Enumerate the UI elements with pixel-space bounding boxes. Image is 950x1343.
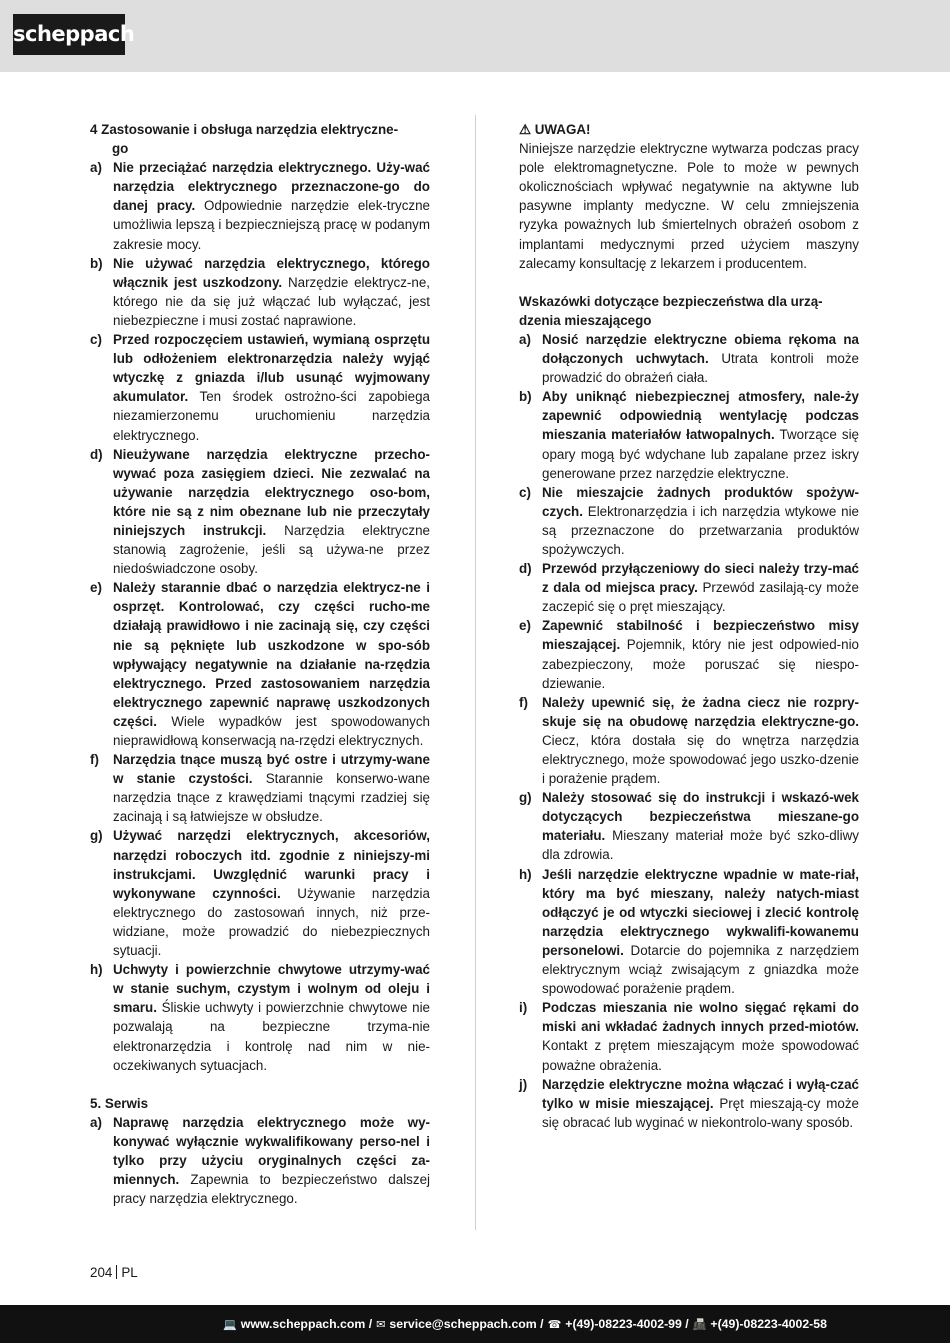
list-item xyxy=(90,158,430,253)
list-item-label: a) xyxy=(90,1114,102,1130)
list-item-label: a) xyxy=(519,331,531,347)
list-item xyxy=(519,998,859,1074)
list-item-plain-text: Dotarcie do pojemnika z narzędziem elektrycznym wciąż zwisającym z gniazdka może spowodować porażenie prądem. xyxy=(542,942,859,997)
list-item-bold-text: Używać narzędzi elektrycznych, akcesoriów, narzędzi roboczych itd. zgodnie z niniejszy-mi instrukcjami. Uwzględnić warunki pracy i wykonywane czynności. xyxy=(113,828,430,901)
list-item xyxy=(519,559,859,616)
list-item-text xyxy=(542,998,859,1074)
list-item-bold-text: Przewód przyłączeniowy do sieci należy trzy-mać z dala od miejsca pracy. xyxy=(542,561,859,596)
list-item-bold-text: Należy stosować się do instrukcji i wskazó-wek dotyczących bezpieczeństwa mieszane-go materiału. xyxy=(542,790,859,844)
list-item-bold-text: Aby uniknąć niebezpiecznej atmosfery, nale-ży zapewnić odpowiednią wentylację podczas mieszania materiałów łatwopalnych. xyxy=(542,389,859,443)
right-column xyxy=(519,120,859,1132)
list-item xyxy=(519,693,859,788)
list-item-plain-text: Ten środek ostrożno-ści zapobiega niezamierzonemu uruchomieniu narzędzia elektrycznego. xyxy=(113,389,430,443)
list-item-label: f) xyxy=(90,752,99,768)
section-4-title-cont: go xyxy=(112,141,129,157)
list-item xyxy=(90,750,430,826)
section-5-title: 5. Serwis xyxy=(90,1095,149,1111)
list-item xyxy=(90,578,430,750)
list-item-bold-text: Nie mieszajcie żadnych produktów spożyw-czych. xyxy=(542,484,859,519)
list-item-plain-text: Używanie narzędzia elektrycznego do zastosowań innych, niż prze-widziane, może prowadzić do niebezpiecznych sytuacji. xyxy=(113,885,430,959)
list-item-plain-text: Zapewnia to bezpieczeństwo dalszej pracy narzędzia elektrycznego. xyxy=(113,1172,430,1207)
page-number xyxy=(90,1265,138,1280)
list-item-plain-text: Wiele wypadków jest spowodowanych nieprawidłową konserwacją na-rzędzi elektrycznych. xyxy=(113,713,430,748)
list-item-text xyxy=(542,387,859,482)
list-item-bold-text: Uchwyty i powierzchnie chwytowe utrzymy-wać w stanie suchym, czystym i wolnym od oleju i smaru. xyxy=(113,962,430,1016)
list-item xyxy=(519,483,859,559)
list-item-text xyxy=(113,826,430,960)
list-item-plain-text: Śliskie uchwyty i powierzchnie chwytowe nie pozwalają na bezpieczne trzyma-nie elektronarzędzia i kontrolę nad nim w nie-oczekiwanych sytuacjach. xyxy=(113,1000,430,1073)
list-item-text xyxy=(542,330,859,387)
list-item xyxy=(90,445,430,579)
list-item-label: i) xyxy=(519,1000,528,1016)
list-item-plain-text: Przewód zasilają-cy może zaczepić się o pręt mieszający. xyxy=(542,580,859,615)
list-item-text xyxy=(113,578,430,750)
list-item-text xyxy=(542,483,859,559)
section-4-list xyxy=(90,158,430,1075)
column-divider xyxy=(475,115,476,1230)
list-item-plain-text: Kontakt z prętem mieszającym może spowodować poważne obrażenia. xyxy=(542,1038,859,1073)
list-item-plain-text: Narzędzia elektryczne stanowią zagrożenie, jeśli są używa-ne przez niedoświadczone osoby. xyxy=(113,522,430,577)
list-item-label: j) xyxy=(519,1076,528,1092)
list-item xyxy=(90,960,430,1075)
list-item-plain-text: Odpowiednie narzędzie elek-tryczne umożliwia lepszą i bezpieczniejszą pracę w podanym zakresie mocy. xyxy=(113,198,431,252)
list-item-bold-text: Jeśli narzędzie elektryczne wpadnie w mate-riał, który ma być mieszany, należy natych-miast odłączyć je od wtyczki sieciowej i zlecić kontrolę narzędzia elektrycznego wykwalifi-kowanemu personelowi. xyxy=(542,866,859,958)
page-number-value: 204 xyxy=(90,1265,113,1280)
computer-icon: 💻 xyxy=(223,1317,237,1331)
list-item-plain-text: Mieszany materiał może być szko-dliwy dla zdrowia. xyxy=(542,828,859,863)
list-item-plain-text: Starannie konserwo-wane narzędzia tnące z krawędziami tnącymi rzadziej się zacinają i są łatwiejsze w obsłudze. xyxy=(113,771,430,825)
list-item-label: e) xyxy=(519,618,531,634)
list-item xyxy=(519,788,859,864)
list-item-text xyxy=(542,865,859,999)
list-item-plain-text: Narzędzie elektrycz-ne, którego nie da się już włączać lub wyłączać, jest niebezpieczne i musi zostać naprawione. xyxy=(113,274,430,328)
list-item-text xyxy=(113,445,430,579)
list-item-bold-text: Należy starannie dbać o narzędzia elektrycz-ne i osprzęt. Kontrolować, czy części rucho-me działają prawidłowo i nie zacinają się, czy części nie są pęknięte lub uszkodzone w spo-sób wpływający negatywnie na działanie na-rzędzia elektrycznego. Przed zastosowaniem narzędzia elektrycznego zapewnić naprawę uszkodzonych części. xyxy=(113,580,430,729)
list-item-label: c) xyxy=(90,332,102,348)
list-item-plain-text: Pojemnik, który nie jest odpowied-nio zabezpieczony, może poruszać się niespo-dziewanie. xyxy=(542,637,859,691)
list-item xyxy=(519,616,859,692)
list-item-bold-text: Zapewnić stabilność i bezpieczeństwo misy mieszającej. xyxy=(542,618,859,653)
list-item-text xyxy=(113,960,430,1075)
list-item-label: f) xyxy=(519,694,528,710)
page-language: PL xyxy=(121,1265,138,1280)
list-item-label: b) xyxy=(90,255,103,271)
list-item-bold-text: Nieużywane narzędzia elektryczne przecho-wywać poza zasięgiem dzieci. Nie zezwalać na używanie narzędzia elektrycznego oso-bom, które nie są z nim obeznane lub nie przeczytały niniejszych instrukcji. xyxy=(113,446,430,538)
phone-icon: ☎ xyxy=(547,1317,562,1331)
list-item-text xyxy=(113,750,430,826)
mixer-safety-list xyxy=(519,330,859,1132)
list-item xyxy=(519,330,859,387)
footer-email[interactable]: service@scheppach.com / xyxy=(389,1317,544,1331)
list-item-text xyxy=(113,1113,430,1208)
list-item-bold-text: Narzędzia tnące muszą być ostre i utrzymy-wane w stanie czystości. xyxy=(113,752,430,787)
warning-text: Niniejsze narzędzie elektryczne wytwarza podczas pracy pole elektromagnetyczne. Pole to może w pewnych okolicznościach wpływać negatywnie na aktywne lub pasywne implanty medyczne. W celu zmniejszenia ryzyka poważnych lub śmiertelnych obrażeń osobom z implantami medycznymi przed użyciem maszyny zalecamy konsultację z lekarzem i producentem. xyxy=(519,141,859,271)
list-item-label: a) xyxy=(90,160,102,176)
list-item xyxy=(90,1113,430,1208)
list-item-text xyxy=(113,158,430,253)
list-item xyxy=(90,254,430,330)
list-item-bold-text: Należy upewnić się, że żadna ciecz nie rozpry-skuje się na obudowę narzędzia elektryczne-go. xyxy=(542,694,859,729)
list-item xyxy=(519,1075,859,1132)
list-item-label: g) xyxy=(90,828,103,844)
list-item-bold-text: Przed rozpoczęciem ustawień, wymianą osprzętu lub odłożeniem elektronarzędzia należy wyjąć wtyczkę z gniazda i/lub usunąć wyjmowany akumulator. xyxy=(113,332,430,405)
footer-phone: +(49)-08223-4002-99 / xyxy=(565,1317,689,1331)
section-5-list xyxy=(90,1113,430,1208)
page-footer xyxy=(0,1305,950,1343)
list-item-label: h) xyxy=(90,962,103,978)
scheppach-logo: scheppach xyxy=(13,14,125,55)
list-item-text xyxy=(542,1075,859,1132)
page-header xyxy=(0,0,950,72)
list-item-plain-text: Pręt mieszają-cy może się obracać lub wyginać w niekontrolo-wany sposób. xyxy=(542,1095,859,1130)
list-item-label: e) xyxy=(90,580,102,596)
left-column xyxy=(90,120,430,1208)
warning-title: ⚠ UWAGA! xyxy=(519,122,591,137)
list-item-text xyxy=(113,254,430,330)
list-item-label: c) xyxy=(519,484,531,500)
list-item-bold-text: Nie przeciążać narzędzia elektrycznego. Uży-wać narzędzia elektrycznego przeznaczone-go do danej pracy. xyxy=(113,160,430,214)
list-item-bold-text: Narzędzie elektryczne można włączać i wyłą-czać tylko w misie mieszającej. xyxy=(542,1076,859,1111)
list-item-label: g) xyxy=(519,790,532,806)
list-item-bold-text: Nosić narzędzie elektryczne obiema rękoma na dołączonych uchwytach. xyxy=(542,331,859,367)
list-item-plain-text: Utrata kontroli może prowadzić do obrażeń ciała. xyxy=(542,351,859,386)
fax-icon: 📠 xyxy=(692,1317,707,1331)
list-item-label: d) xyxy=(519,561,532,577)
footer-fax: +(49)-08223-4002-58 xyxy=(710,1317,827,1331)
list-item xyxy=(519,387,859,482)
mixer-safety-title: Wskazówki dotyczące bezpieczeństwa dla urzą-dzenia mieszającego xyxy=(519,293,823,328)
list-item-label: d) xyxy=(90,446,103,462)
list-item-plain-text: Ciecz, która dostała się do wnętrza narzędzia elektrycznego, może spowodować jego uszko-dzenie i porażenie prądem. xyxy=(542,732,859,787)
list-item-plain-text: Tworzące się opary mogą być wdychane lub zapalane przez iskry generowane przez narzędzie elektryczne. xyxy=(542,427,860,481)
list-item-text xyxy=(542,788,859,864)
list-item-text xyxy=(542,559,859,616)
list-item-bold-text: Naprawę narzędzia elektrycznego może wy-konywać wyłącznie wykwalifikowany perso-nel i tylko przy użyciu oryginalnych części za-miennych. xyxy=(113,1114,430,1188)
mail-icon: ✉ xyxy=(376,1317,386,1331)
list-item xyxy=(90,826,430,960)
list-item-text xyxy=(542,616,859,692)
list-item-label: h) xyxy=(519,866,532,882)
list-item-bold-text: Podczas mieszania nie wolno sięgać rękami do miski ani wkładać żadnych innych przed-miotów. xyxy=(542,1000,859,1035)
list-item-plain-text: Elektronarzędzia i ich narzędzia wtykowe nie są przeznaczone do przetwarzania produktów spożywczych. xyxy=(542,503,859,557)
list-item-text xyxy=(542,693,859,788)
list-item-label: b) xyxy=(519,389,532,405)
list-item-text xyxy=(113,330,430,445)
list-item xyxy=(519,865,859,999)
footer-website[interactable]: www.scheppach.com / xyxy=(240,1317,373,1331)
list-item xyxy=(90,330,430,445)
list-item-bold-text: Nie używać narzędzia elektrycznego, którego włącznik jest uszkodzony. xyxy=(113,255,430,290)
section-4-title: 4 Zastosowanie i obsługa narzędzia elektryczne- xyxy=(90,122,399,137)
